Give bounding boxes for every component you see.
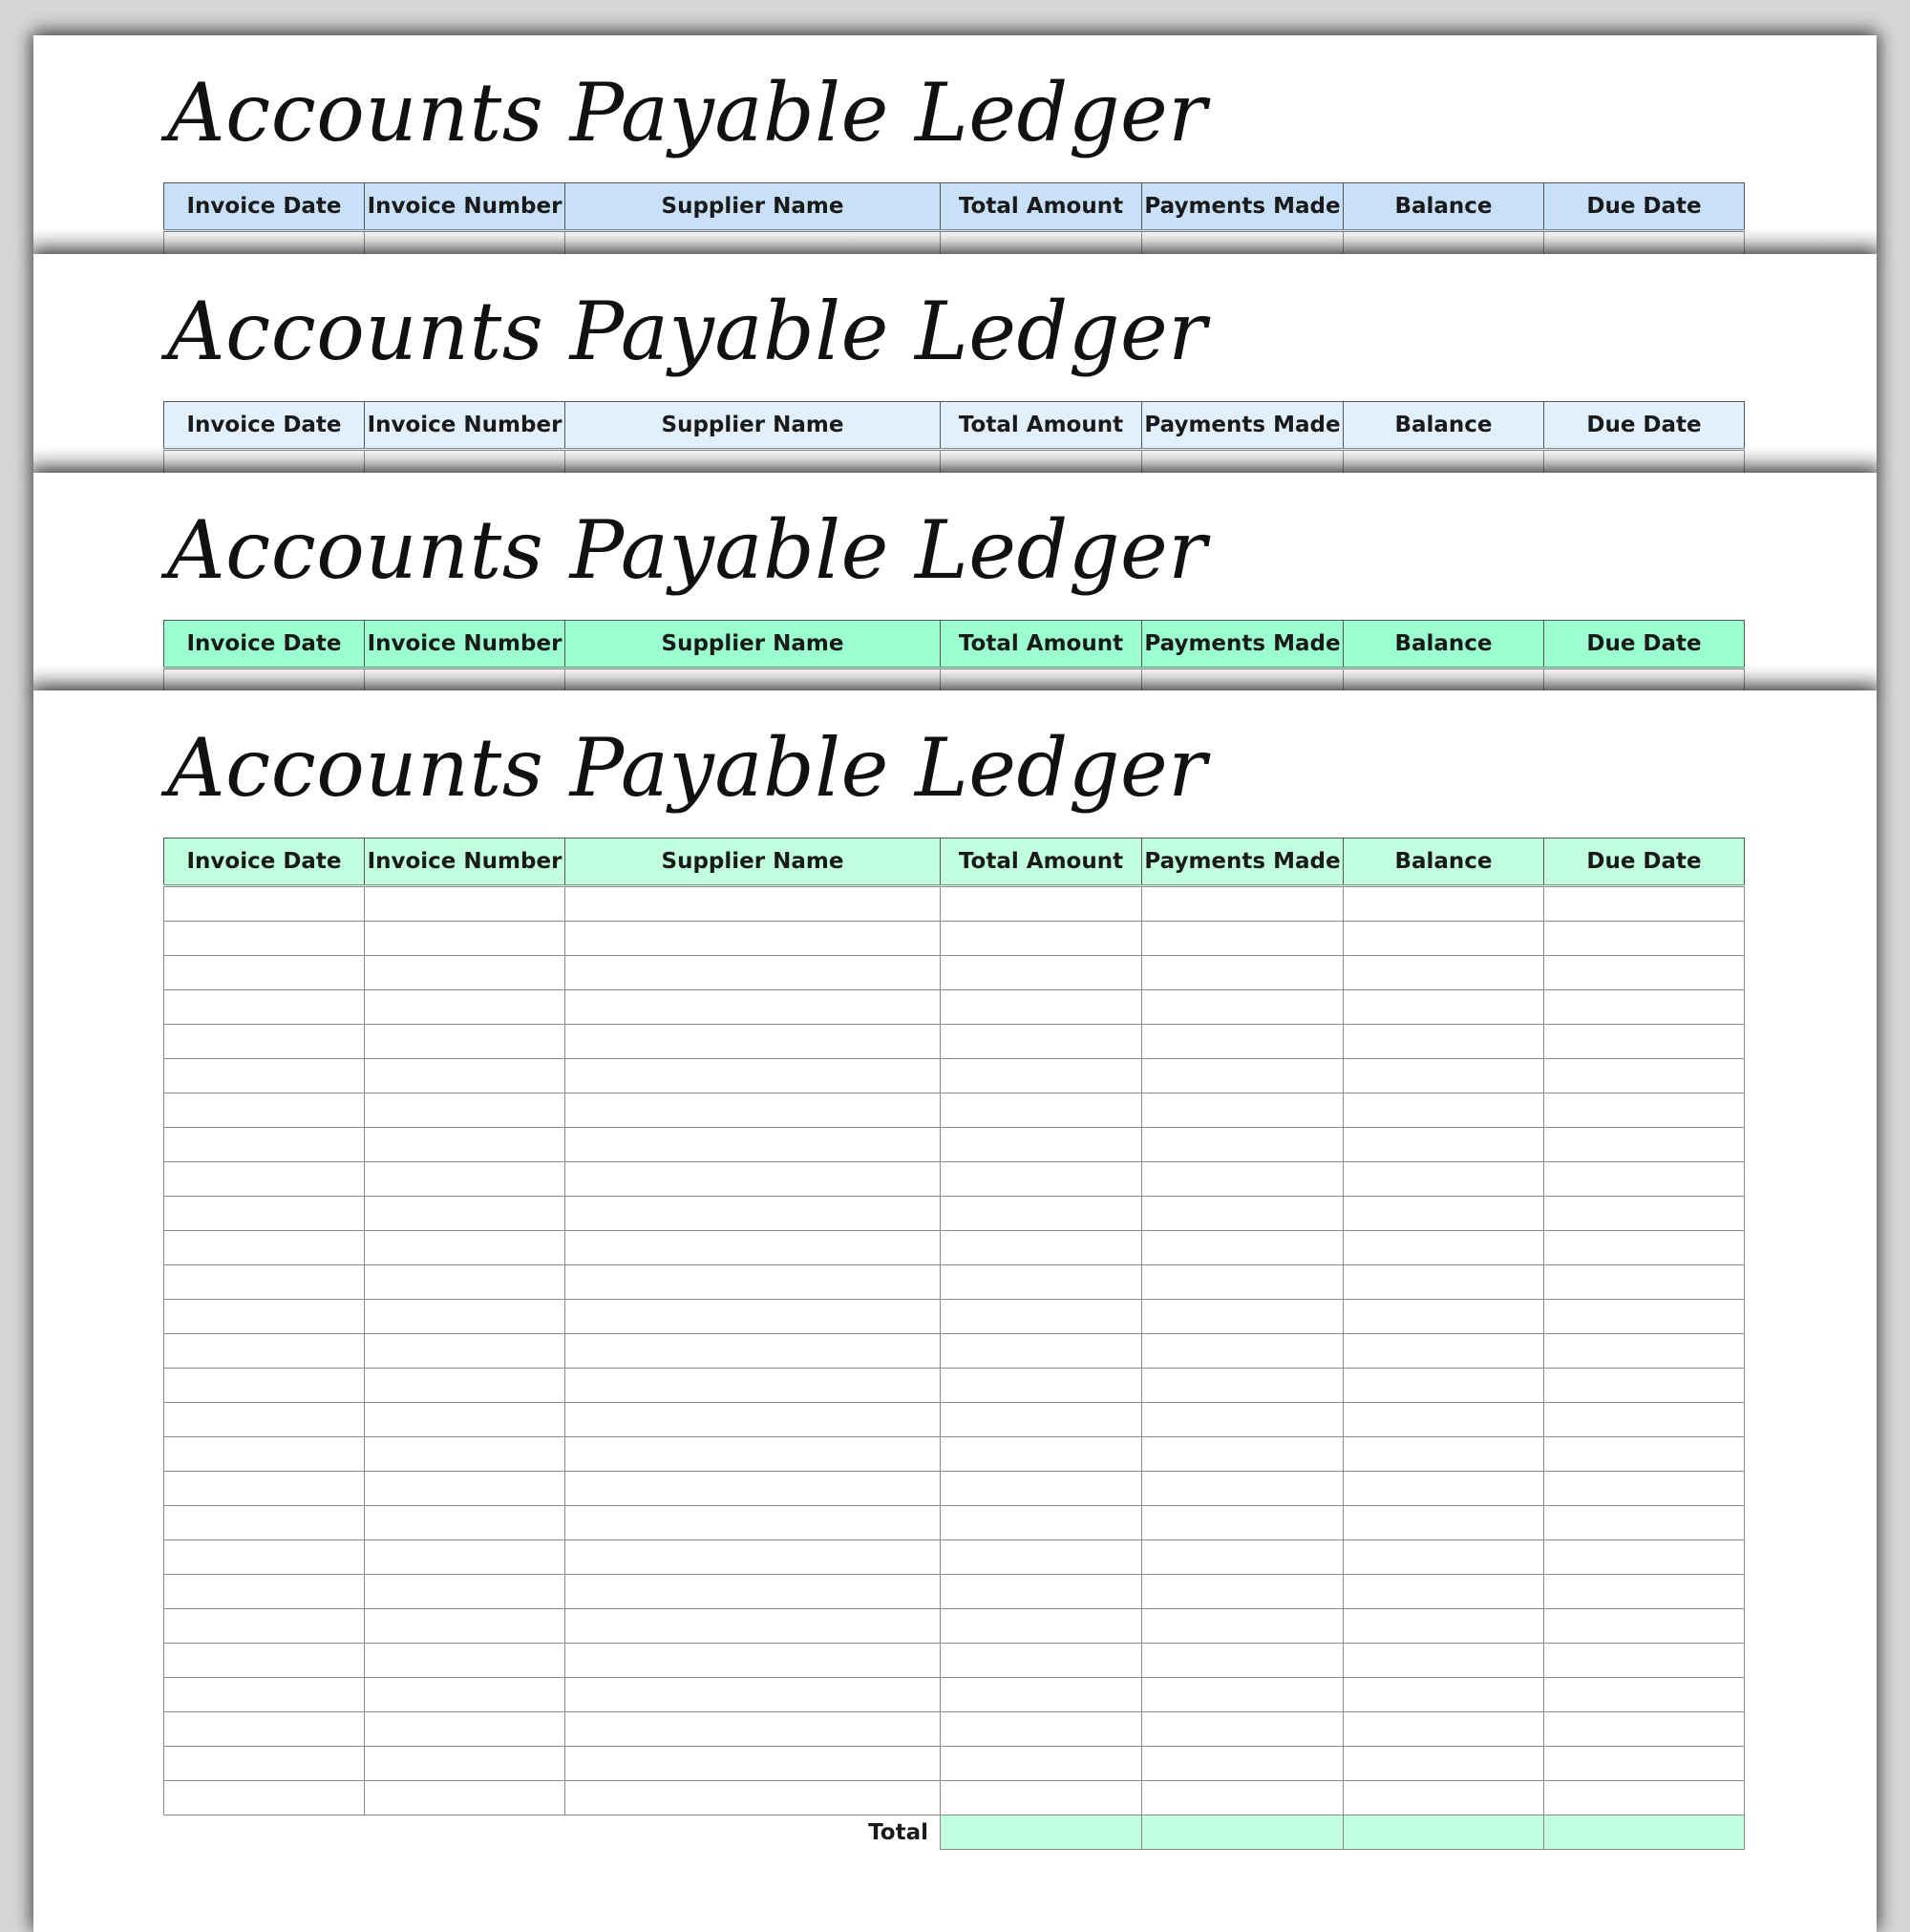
table-cell[interactable] bbox=[164, 1369, 365, 1403]
table-cell[interactable] bbox=[365, 886, 565, 922]
table-cell[interactable] bbox=[941, 1540, 1142, 1575]
table-cell[interactable] bbox=[164, 1747, 365, 1781]
table-cell[interactable] bbox=[365, 450, 565, 475]
table-cell[interactable] bbox=[164, 1093, 365, 1128]
table-cell[interactable] bbox=[1544, 1609, 1745, 1644]
table-cell[interactable] bbox=[941, 956, 1142, 990]
total-due-cell[interactable] bbox=[1544, 1815, 1745, 1850]
total-spacer bbox=[164, 1815, 365, 1850]
table-row bbox=[164, 886, 1745, 922]
table-cell[interactable] bbox=[1142, 1609, 1344, 1644]
table-cell[interactable] bbox=[1142, 669, 1344, 693]
table-cell[interactable] bbox=[365, 1403, 565, 1437]
table-cell[interactable] bbox=[1142, 1506, 1344, 1540]
table-cell[interactable] bbox=[1544, 1575, 1745, 1609]
table-row bbox=[164, 231, 1745, 256]
table-cell[interactable] bbox=[941, 1369, 1142, 1403]
column-header-due-date: Due Date bbox=[1544, 402, 1745, 450]
table-cell[interactable] bbox=[565, 1162, 941, 1197]
table-cell[interactable] bbox=[941, 1025, 1142, 1059]
table-cell[interactable] bbox=[1344, 1300, 1544, 1334]
table-cell[interactable] bbox=[1142, 1781, 1344, 1815]
column-header-invoice-date: Invoice Date bbox=[164, 839, 365, 886]
column-header-invoice-number: Invoice Number bbox=[365, 402, 565, 450]
table-cell[interactable] bbox=[1142, 1128, 1344, 1162]
table-cell[interactable] bbox=[565, 956, 941, 990]
table-cell[interactable] bbox=[1344, 1472, 1544, 1506]
table-row bbox=[164, 450, 1745, 475]
table-cell[interactable] bbox=[1344, 450, 1544, 475]
table-cell[interactable] bbox=[164, 1609, 365, 1644]
table-cell[interactable] bbox=[365, 1300, 565, 1334]
table-cell[interactable] bbox=[941, 1609, 1142, 1644]
table-cell[interactable] bbox=[941, 231, 1142, 256]
table-cell[interactable] bbox=[565, 922, 941, 956]
table-cell[interactable] bbox=[1344, 669, 1544, 693]
column-header-balance: Balance bbox=[1344, 839, 1544, 886]
table-cell[interactable] bbox=[164, 1575, 365, 1609]
table-cell[interactable] bbox=[565, 1231, 941, 1265]
table-row bbox=[164, 1128, 1745, 1162]
ledger-table bbox=[163, 182, 1745, 255]
table-cell[interactable] bbox=[164, 922, 365, 956]
table-cell[interactable] bbox=[941, 1437, 1142, 1472]
table-cell[interactable] bbox=[565, 1334, 941, 1369]
ledger-title: Accounts Payable Ledger bbox=[167, 721, 1207, 815]
table-cell[interactable] bbox=[941, 1128, 1142, 1162]
ledger-page-4 bbox=[33, 690, 1877, 1932]
table-cell[interactable] bbox=[365, 1059, 565, 1093]
table-row bbox=[164, 990, 1745, 1025]
table-cell[interactable] bbox=[365, 1231, 565, 1265]
table-row bbox=[164, 1197, 1745, 1231]
column-header-payments-made: Payments Made bbox=[1142, 621, 1344, 669]
table-cell[interactable] bbox=[1544, 1265, 1745, 1300]
ledger-page-3 bbox=[33, 473, 1877, 692]
table-cell[interactable] bbox=[164, 1437, 365, 1472]
table-cell[interactable] bbox=[1544, 1369, 1745, 1403]
table-cell[interactable] bbox=[565, 1025, 941, 1059]
table-cell[interactable] bbox=[1544, 1781, 1745, 1815]
table-row bbox=[164, 1403, 1745, 1437]
table-cell[interactable] bbox=[164, 990, 365, 1025]
ledger-body bbox=[164, 886, 1745, 1815]
table-cell[interactable] bbox=[164, 1197, 365, 1231]
table-row bbox=[164, 1300, 1745, 1334]
column-header-total-amount: Total Amount bbox=[941, 183, 1142, 231]
column-header-invoice-number: Invoice Number bbox=[365, 621, 565, 669]
table-cell[interactable] bbox=[164, 1265, 365, 1300]
table-cell[interactable] bbox=[1142, 1437, 1344, 1472]
table-row bbox=[164, 922, 1745, 956]
table-cell[interactable] bbox=[1142, 1403, 1344, 1437]
column-header-due-date: Due Date bbox=[1544, 183, 1745, 231]
table-cell[interactable] bbox=[941, 1506, 1142, 1540]
table-cell[interactable] bbox=[941, 1781, 1142, 1815]
table-cell[interactable] bbox=[1344, 231, 1544, 256]
table-cell[interactable] bbox=[1142, 1369, 1344, 1403]
table-cell[interactable] bbox=[365, 231, 565, 256]
table-cell[interactable] bbox=[365, 1678, 565, 1712]
column-header-due-date: Due Date bbox=[1544, 839, 1745, 886]
table-cell[interactable] bbox=[365, 669, 565, 693]
column-header-total-amount: Total Amount bbox=[941, 621, 1142, 669]
table-cell[interactable] bbox=[365, 1747, 565, 1781]
table-cell[interactable] bbox=[565, 1472, 941, 1506]
table-cell[interactable] bbox=[565, 1093, 941, 1128]
column-header-payments-made: Payments Made bbox=[1142, 839, 1344, 886]
table-cell[interactable] bbox=[1544, 922, 1745, 956]
table-cell[interactable] bbox=[164, 669, 365, 693]
table-cell[interactable] bbox=[1344, 1506, 1544, 1540]
table-cell[interactable] bbox=[1544, 1506, 1745, 1540]
table-cell[interactable] bbox=[164, 1162, 365, 1197]
table-cell[interactable] bbox=[365, 1540, 565, 1575]
table-cell[interactable] bbox=[1344, 922, 1544, 956]
table-cell[interactable] bbox=[941, 1300, 1142, 1334]
total-spacer bbox=[365, 1815, 565, 1850]
table-row bbox=[164, 1437, 1745, 1472]
total-label: Total bbox=[565, 1815, 941, 1850]
table-cell[interactable] bbox=[941, 1231, 1142, 1265]
total-payments-cell[interactable] bbox=[1142, 1815, 1344, 1850]
table-row bbox=[164, 1369, 1745, 1403]
table-cell[interactable] bbox=[1544, 1231, 1745, 1265]
table-cell[interactable] bbox=[1142, 1059, 1344, 1093]
table-cell[interactable] bbox=[1544, 1300, 1745, 1334]
table-row bbox=[164, 1265, 1745, 1300]
table-cell[interactable] bbox=[1344, 1059, 1544, 1093]
table-cell[interactable] bbox=[365, 1128, 565, 1162]
header-row bbox=[164, 183, 1745, 231]
table-cell[interactable] bbox=[365, 1644, 565, 1678]
table-cell[interactable] bbox=[164, 1678, 365, 1712]
table-cell[interactable] bbox=[365, 1025, 565, 1059]
table-cell[interactable] bbox=[565, 1197, 941, 1231]
table-cell[interactable] bbox=[1344, 1575, 1544, 1609]
table-cell[interactable] bbox=[1142, 922, 1344, 956]
total-row bbox=[164, 1815, 1745, 1850]
table-cell[interactable] bbox=[365, 1472, 565, 1506]
table-cell[interactable] bbox=[1142, 1265, 1344, 1300]
table-cell[interactable] bbox=[1142, 956, 1344, 990]
table-cell[interactable] bbox=[1544, 1025, 1745, 1059]
table-cell[interactable] bbox=[941, 1197, 1142, 1231]
column-header-invoice-date: Invoice Date bbox=[164, 621, 365, 669]
table-cell[interactable] bbox=[941, 1678, 1142, 1712]
table-cell[interactable] bbox=[1344, 1747, 1544, 1781]
table-cell[interactable] bbox=[1142, 1472, 1344, 1506]
table-cell[interactable] bbox=[1344, 886, 1544, 922]
table-cell[interactable] bbox=[1142, 1093, 1344, 1128]
table-cell[interactable] bbox=[164, 1128, 365, 1162]
table-cell[interactable] bbox=[1142, 1747, 1344, 1781]
column-header-payments-made: Payments Made bbox=[1142, 183, 1344, 231]
header-row bbox=[164, 402, 1745, 450]
header-row bbox=[164, 621, 1745, 669]
table-cell[interactable] bbox=[164, 1506, 365, 1540]
table-cell[interactable] bbox=[365, 1712, 565, 1747]
table-cell[interactable] bbox=[941, 886, 1142, 922]
table-cell[interactable] bbox=[365, 1506, 565, 1540]
table-cell[interactable] bbox=[1544, 886, 1745, 922]
table-row bbox=[164, 1575, 1745, 1609]
table-cell[interactable] bbox=[565, 1265, 941, 1300]
table-cell[interactable] bbox=[164, 450, 365, 475]
table-row bbox=[164, 1781, 1745, 1815]
table-cell[interactable] bbox=[565, 1747, 941, 1781]
table-cell[interactable] bbox=[1344, 1403, 1544, 1437]
column-header-total-amount: Total Amount bbox=[941, 402, 1142, 450]
table-row bbox=[164, 1334, 1745, 1369]
table-cell[interactable] bbox=[565, 1369, 941, 1403]
table-row bbox=[164, 1609, 1745, 1644]
table-cell[interactable] bbox=[941, 1472, 1142, 1506]
table-cell[interactable] bbox=[365, 922, 565, 956]
table-cell[interactable] bbox=[941, 1334, 1142, 1369]
header-row bbox=[164, 839, 1745, 886]
table-cell[interactable] bbox=[1142, 1644, 1344, 1678]
table-cell[interactable] bbox=[1142, 1712, 1344, 1747]
ledger-table bbox=[163, 401, 1745, 474]
table-row bbox=[164, 1712, 1745, 1747]
table-cell[interactable] bbox=[164, 956, 365, 990]
table-row bbox=[164, 1059, 1745, 1093]
table-cell[interactable] bbox=[1344, 990, 1544, 1025]
table-cell[interactable] bbox=[365, 1162, 565, 1197]
table-cell[interactable] bbox=[565, 1678, 941, 1712]
table-cell[interactable] bbox=[1142, 1678, 1344, 1712]
table-cell[interactable] bbox=[365, 990, 565, 1025]
table-cell[interactable] bbox=[1142, 1197, 1344, 1231]
table-cell[interactable] bbox=[565, 1575, 941, 1609]
table-row bbox=[164, 1747, 1745, 1781]
table-row bbox=[164, 669, 1745, 693]
table-cell[interactable] bbox=[1544, 1678, 1745, 1712]
table-cell[interactable] bbox=[1544, 1197, 1745, 1231]
table-cell[interactable] bbox=[1344, 1437, 1544, 1472]
table-cell[interactable] bbox=[365, 1334, 565, 1369]
table-cell[interactable] bbox=[1142, 886, 1344, 922]
table-row bbox=[164, 956, 1745, 990]
table-cell[interactable] bbox=[164, 1540, 365, 1575]
table-cell[interactable] bbox=[1544, 1747, 1745, 1781]
ledger-title: Accounts Payable Ledger bbox=[167, 503, 1207, 597]
table-cell[interactable] bbox=[941, 669, 1142, 693]
table-cell[interactable] bbox=[164, 1644, 365, 1678]
table-cell[interactable] bbox=[565, 1781, 941, 1815]
table-cell[interactable] bbox=[1544, 1128, 1745, 1162]
column-header-balance: Balance bbox=[1344, 621, 1544, 669]
column-header-supplier-name: Supplier Name bbox=[565, 839, 941, 886]
column-header-invoice-date: Invoice Date bbox=[164, 402, 365, 450]
ledger-title: Accounts Payable Ledger bbox=[167, 285, 1207, 378]
table-cell[interactable] bbox=[565, 1128, 941, 1162]
table-cell[interactable] bbox=[941, 1712, 1142, 1747]
column-header-invoice-number: Invoice Number bbox=[365, 183, 565, 231]
ledger-page-1 bbox=[33, 35, 1877, 255]
table-cell[interactable] bbox=[1344, 1644, 1544, 1678]
table-cell[interactable] bbox=[365, 1437, 565, 1472]
table-cell[interactable] bbox=[164, 886, 365, 922]
total-balance-cell[interactable] bbox=[1344, 1815, 1544, 1850]
table-cell[interactable] bbox=[565, 669, 941, 693]
table-cell[interactable] bbox=[164, 1403, 365, 1437]
table-cell[interactable] bbox=[1142, 1025, 1344, 1059]
table-cell[interactable] bbox=[1344, 1128, 1544, 1162]
ledger-title: Accounts Payable Ledger bbox=[167, 66, 1207, 159]
table-cell[interactable] bbox=[565, 1506, 941, 1540]
table-cell[interactable] bbox=[365, 1265, 565, 1300]
column-header-due-date: Due Date bbox=[1544, 621, 1745, 669]
table-cell[interactable] bbox=[565, 1403, 941, 1437]
column-header-supplier-name: Supplier Name bbox=[565, 621, 941, 669]
table-cell[interactable] bbox=[941, 922, 1142, 956]
table-cell[interactable] bbox=[1344, 1334, 1544, 1369]
table-cell[interactable] bbox=[365, 1781, 565, 1815]
table-cell[interactable] bbox=[565, 1059, 941, 1093]
table-row bbox=[164, 1093, 1745, 1128]
table-cell[interactable] bbox=[1142, 990, 1344, 1025]
table-cell[interactable] bbox=[565, 1540, 941, 1575]
column-header-invoice-date: Invoice Date bbox=[164, 183, 365, 231]
table-cell[interactable] bbox=[1544, 1093, 1745, 1128]
column-header-payments-made: Payments Made bbox=[1142, 402, 1344, 450]
table-cell[interactable] bbox=[1344, 1712, 1544, 1747]
table-cell[interactable] bbox=[941, 1162, 1142, 1197]
table-cell[interactable] bbox=[164, 1231, 365, 1265]
table-cell[interactable] bbox=[1142, 450, 1344, 475]
table-cell[interactable] bbox=[941, 1265, 1142, 1300]
table-cell[interactable] bbox=[365, 1575, 565, 1609]
table-cell[interactable] bbox=[1344, 1369, 1544, 1403]
table-cell[interactable] bbox=[1544, 956, 1745, 990]
column-header-supplier-name: Supplier Name bbox=[565, 402, 941, 450]
table-cell[interactable] bbox=[1344, 1093, 1544, 1128]
table-cell[interactable] bbox=[565, 231, 941, 256]
table-cell[interactable] bbox=[1544, 1403, 1745, 1437]
table-cell[interactable] bbox=[941, 1747, 1142, 1781]
table-cell[interactable] bbox=[365, 1093, 565, 1128]
table-cell[interactable] bbox=[164, 1781, 365, 1815]
total-amount-cell[interactable] bbox=[941, 1815, 1142, 1850]
table-row bbox=[164, 1506, 1745, 1540]
table-cell[interactable] bbox=[1344, 956, 1544, 990]
ledger-page-2 bbox=[33, 254, 1877, 474]
table-cell[interactable] bbox=[1344, 1197, 1544, 1231]
table-row bbox=[164, 1472, 1745, 1506]
table-cell[interactable] bbox=[1142, 231, 1344, 256]
table-cell[interactable] bbox=[1544, 990, 1745, 1025]
table-row bbox=[164, 1025, 1745, 1059]
table-cell[interactable] bbox=[1544, 1334, 1745, 1369]
table-cell[interactable] bbox=[164, 1025, 365, 1059]
table-cell[interactable] bbox=[1344, 1540, 1544, 1575]
column-header-balance: Balance bbox=[1344, 402, 1544, 450]
table-row bbox=[164, 1540, 1745, 1575]
table-cell[interactable] bbox=[1344, 1678, 1544, 1712]
column-header-balance: Balance bbox=[1344, 183, 1544, 231]
table-cell[interactable] bbox=[565, 1609, 941, 1644]
table-cell[interactable] bbox=[565, 450, 941, 475]
table-cell[interactable] bbox=[1544, 1472, 1745, 1506]
column-header-supplier-name: Supplier Name bbox=[565, 183, 941, 231]
column-header-invoice-number: Invoice Number bbox=[365, 839, 565, 886]
table-cell[interactable] bbox=[1142, 1575, 1344, 1609]
table-cell[interactable] bbox=[1344, 1231, 1544, 1265]
table-cell[interactable] bbox=[1142, 1300, 1344, 1334]
table-cell[interactable] bbox=[1544, 1059, 1745, 1093]
table-cell[interactable] bbox=[1344, 1025, 1544, 1059]
table-cell[interactable] bbox=[1142, 1162, 1344, 1197]
table-cell[interactable] bbox=[565, 1644, 941, 1678]
ledger-table bbox=[163, 620, 1745, 692]
table-cell[interactable] bbox=[164, 231, 365, 256]
table-cell[interactable] bbox=[941, 1093, 1142, 1128]
table-cell[interactable] bbox=[164, 1059, 365, 1093]
table-cell[interactable] bbox=[1544, 1437, 1745, 1472]
table-row bbox=[164, 1644, 1745, 1678]
table-cell[interactable] bbox=[1344, 1162, 1544, 1197]
table-cell[interactable] bbox=[365, 1197, 565, 1231]
table-row bbox=[164, 1231, 1745, 1265]
table-cell[interactable] bbox=[1544, 1540, 1745, 1575]
table-cell[interactable] bbox=[1344, 1609, 1544, 1644]
table-cell[interactable] bbox=[1344, 1265, 1544, 1300]
table-cell[interactable] bbox=[365, 1369, 565, 1403]
table-cell[interactable] bbox=[565, 886, 941, 922]
table-row bbox=[164, 1162, 1745, 1197]
table-cell[interactable] bbox=[1142, 1231, 1344, 1265]
table-cell[interactable] bbox=[941, 990, 1142, 1025]
table-cell[interactable] bbox=[1544, 450, 1745, 475]
table-cell[interactable] bbox=[164, 1712, 365, 1747]
table-cell[interactable] bbox=[565, 1712, 941, 1747]
table-cell[interactable] bbox=[565, 990, 941, 1025]
table-cell[interactable] bbox=[1544, 1162, 1745, 1197]
table-cell[interactable] bbox=[164, 1334, 365, 1369]
table-cell[interactable] bbox=[365, 956, 565, 990]
table-cell[interactable] bbox=[1142, 1540, 1344, 1575]
table-cell[interactable] bbox=[1544, 1712, 1745, 1747]
table-cell[interactable] bbox=[941, 1059, 1142, 1093]
table-cell[interactable] bbox=[164, 1300, 365, 1334]
table-cell[interactable] bbox=[941, 1644, 1142, 1678]
column-header-total-amount: Total Amount bbox=[941, 839, 1142, 886]
table-cell[interactable] bbox=[164, 1472, 365, 1506]
table-cell[interactable] bbox=[1544, 669, 1745, 693]
table-cell[interactable] bbox=[1344, 1781, 1544, 1815]
table-cell[interactable] bbox=[565, 1437, 941, 1472]
table-cell[interactable] bbox=[1544, 1644, 1745, 1678]
table-cell[interactable] bbox=[941, 450, 1142, 475]
table-cell[interactable] bbox=[1142, 1334, 1344, 1369]
ledger-table bbox=[163, 838, 1745, 1850]
table-cell[interactable] bbox=[365, 1609, 565, 1644]
table-cell[interactable] bbox=[941, 1575, 1142, 1609]
table-cell[interactable] bbox=[565, 1300, 941, 1334]
table-cell[interactable] bbox=[1544, 231, 1745, 256]
table-row bbox=[164, 1678, 1745, 1712]
table-cell[interactable] bbox=[941, 1403, 1142, 1437]
